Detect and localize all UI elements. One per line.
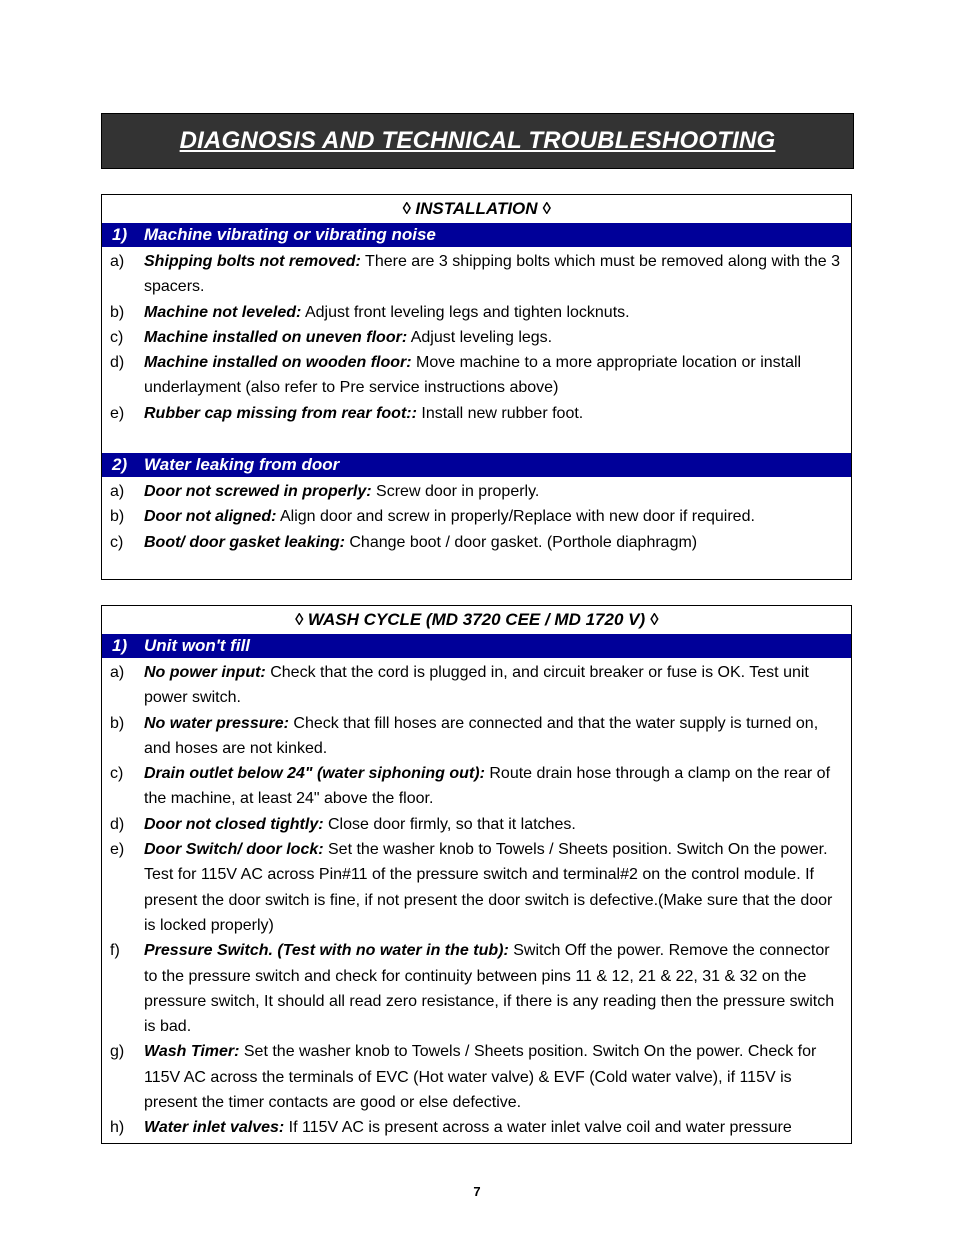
item-letter: e) <box>110 841 125 859</box>
item-letter: d) <box>110 815 125 833</box>
problem-number: 1) <box>112 636 128 655</box>
item-letter: b) <box>110 508 125 526</box>
item-letter: a) <box>110 664 125 681</box>
problem-title: Machine vibrating or vibrating noise <box>144 225 436 244</box>
problem-title: Unit won't fill <box>144 636 251 655</box>
item-text: Close door firmly, so that it latches. <box>323 815 576 833</box>
list-item <box>102 711 851 762</box>
problem-bar <box>102 453 851 477</box>
item-text: Set the washer knob to Towels / Sheets position. Switch On the power. Test for 115V AC across Pin#11 of the pressure switch and terminal#2 on the control module. If present the door switch is fine, if not present the door switch is defective.(Make sure that the door is locked properly) <box>144 841 833 934</box>
list-item <box>102 1039 851 1115</box>
item-label: No power input: <box>144 664 266 681</box>
spacer <box>102 426 851 453</box>
wash-cycle-heading: ◊ WASH CYCLE (MD 3720 CEE / MD 1720 V) ◊ <box>294 610 659 629</box>
item-text: Route drain hose through a clamp on the rear of the machine, at least 24" above the floor. <box>144 765 831 808</box>
item-label: Rubber cap missing from rear foot:: <box>144 404 417 422</box>
item-letter: a) <box>110 253 125 270</box>
title-banner <box>101 113 854 169</box>
item-letter: b) <box>110 714 125 732</box>
list-item <box>102 249 851 300</box>
item-label: Boot/ door gasket leaking: <box>144 533 345 551</box>
item-text: Screw door in properly. <box>371 483 540 501</box>
item-text: Check that the cord is plugged in, and circuit breaker or fuse is OK. Test unit power switch. <box>144 664 809 707</box>
list-item <box>102 300 851 325</box>
problem-title: Water leaking from door <box>144 455 340 475</box>
problem-number: 2) <box>112 455 128 475</box>
item-text: Align door and screw in properly/Replace with new door if required. <box>276 508 755 526</box>
cause-list <box>102 658 851 1141</box>
item-label: Drain outlet below 24" (water siphoning out): <box>144 765 485 783</box>
item-letter: d) <box>110 354 125 372</box>
item-letter: b) <box>110 303 125 321</box>
list-item <box>102 837 851 938</box>
page-number: 7 <box>473 1184 481 1199</box>
list-item <box>102 660 851 711</box>
item-label: Door not aligned: <box>144 508 277 526</box>
item-letter: g) <box>110 1043 125 1061</box>
item-letter: a) <box>110 483 125 501</box>
item-letter: c) <box>110 328 124 346</box>
problem-bar <box>102 634 851 658</box>
item-label: Pressure Switch. (Test with no water in the tub): <box>144 942 509 960</box>
page-title: DIAGNOSIS AND TECHNICAL TROUBLESHOOTING <box>179 127 776 154</box>
installation-heading: ◊ INSTALLATION ◊ <box>402 199 551 218</box>
list-item <box>102 1115 851 1140</box>
item-label: Wash Timer: <box>144 1043 240 1061</box>
list-item <box>102 530 851 555</box>
item-label: Shipping bolts not removed: <box>144 253 361 270</box>
item-text: If 115V AC is present across a water inlet valve coil and water pressure <box>284 1119 792 1137</box>
item-label: Machine installed on wooden floor: <box>144 354 412 372</box>
problem-bar <box>102 223 851 247</box>
item-text: Move machine to a more appropriate location or install underlayment (also refer to Pre service instructions above) <box>144 354 802 397</box>
item-letter: h) <box>110 1119 125 1137</box>
item-letter: c) <box>110 533 124 551</box>
item-text: There are 3 shipping bolts which must be removed along with the 3 spacers. <box>144 253 840 296</box>
item-text: Adjust leveling legs. <box>407 328 553 346</box>
item-letter: e) <box>110 404 125 422</box>
cause-list <box>102 477 851 555</box>
item-label: Machine installed on uneven floor: <box>144 328 408 346</box>
problem-number: 1) <box>112 225 128 244</box>
item-text: Set the washer knob to Towels / Sheets position. Switch On the power. Check for 115V AC across the terminals of EVC (Hot water valve) & EVF (Cold water valve), if 115V is present the timer contacts are good or else defective. <box>144 1043 817 1112</box>
list-item <box>102 938 851 1039</box>
cause-list <box>102 247 851 426</box>
wash-cycle-section <box>101 605 852 1144</box>
list-item <box>102 325 851 350</box>
item-label: Door not screwed in properly: <box>144 483 372 501</box>
item-label: No water pressure: <box>144 714 289 732</box>
item-text: Adjust front leveling legs and tighten locknuts. <box>301 303 630 321</box>
item-label: Door Switch/ door lock: <box>144 841 324 859</box>
list-item <box>102 504 851 529</box>
item-text: Change boot / door gasket. (Porthole diaphragm) <box>344 533 698 551</box>
list-item <box>102 479 851 504</box>
item-text: Check that fill hoses are connected and that the water supply is turned on, and hoses are not kinked. <box>144 714 819 757</box>
item-text: Switch Off the power. Remove the connector to the pressure switch and check for continuity between pins 11 & 12, 21 & 22, 31 & 32 on the pressure switch, It should all read zero resistance, if there is any reading then the pressure switch is bad. <box>144 942 835 1036</box>
item-label: Door not closed tightly: <box>144 815 324 833</box>
list-item <box>102 350 851 401</box>
item-label: Machine not leveled: <box>144 303 302 321</box>
item-letter: f) <box>110 942 120 960</box>
item-letter: c) <box>110 765 124 783</box>
list-item <box>102 401 851 426</box>
installation-section <box>101 194 852 580</box>
item-label: Water inlet valves: <box>144 1119 285 1137</box>
list-item <box>102 812 851 837</box>
item-text: Install new rubber foot. <box>416 404 584 422</box>
list-item <box>102 761 851 812</box>
